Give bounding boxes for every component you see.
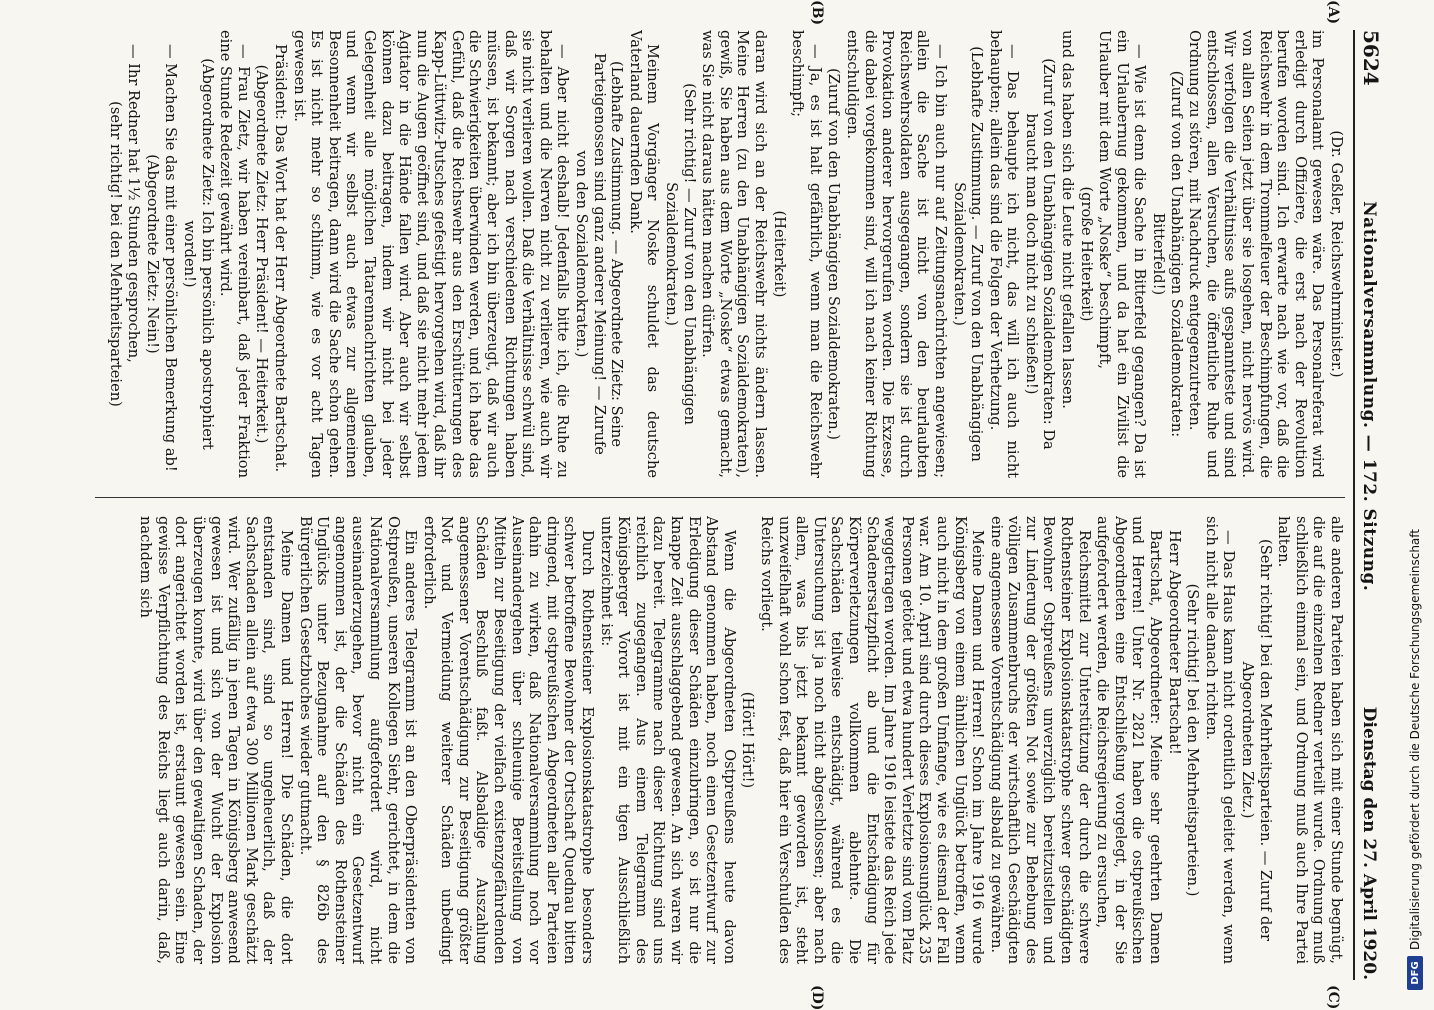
- paragraph: — Das Haus kann nicht ordentlich geleitet werden, wenn sich nicht alle danach richten.: [1202, 516, 1238, 964]
- paragraph: — Das behaupte ich nicht, das will ich auch nicht behaupten; allein das sind die Folgen der Verhetzung.: [986, 30, 1022, 478]
- interjection: (Lebhafte Zustimmung. — Abgeordnete Zietz: Seine Parteigenossen sind ganz anderer Meinung! — Zurufe von den Sozialdemokraten.): [573, 53, 626, 455]
- interjection: (Zuruf von den Unabhängigen Sozialdemokraten: Da braucht man doch nicht zu schießen!): [1022, 58, 1058, 450]
- paragraph: im Personalamt gewesen wäre. Das Personalreferat wird erledigt durch Offiziere, die erst nach der Revolution berufen worden sind. Ich erwarte nach wie vor, daß die Reichswehr in dem Trommelfeuer der Beschimpfungen, die von allen Seiten jetzt über sie losgehen, nicht nervös wird. Wir verfolgen die Verhältnisse aufs gespannteste und sind entschlossen, allen Versuchen, die öffentliche Ruhe und Ordnung zu stören, mit Nachdruck entgegenzutreten.: [1186, 30, 1327, 478]
- paragraph: — Frau Zietz, wir haben vereinbart, daß jeder Fraktion eine Stunde Redezeit gewährt wird.: [217, 30, 252, 478]
- paragraph: Präsident: Das Wort hat der Herr Abgeordnete Bartschat.: [271, 44, 289, 473]
- column-divider: [95, 497, 1345, 498]
- paragraph: daran wird sich an der Reichswehr nichts ändern lassen. Meine Herren (zu den Unabhängigen Sozialdemokraten), gewiß, Sie haben aus dem Worte „Noske“ etwas gemacht, was Sie nicht daraus hätten machen dürfen.: [699, 30, 769, 478]
- paragraph: Ein anderes Telegramm ist an den Oberpräsidenten von Ostpreußen, unseren Kollegen Siehr, gerichtet, in dem die Nationalversammlung aufgefordert wird, nicht auseinanderzugehen, bevor nicht ein Gesetzentwurf angenommen ist, der die Schäden des Rothensteiner Unglücks unter Bezugnahme auf den § 826b des Bürgerlichen Gesetzbuches wieder gutmacht.: [296, 516, 420, 964]
- paragraph: — Aber nicht deshalb! Jedenfalls bitte ich, die Ruhe zu behalten und die Nerven nicht zu verlieren, wie auch wir sie nicht verlieren wollen. Daß die Verhältnisse schwül sind, daß wir Sorgen nach verschiedenen Richtungen haben müssen, ist bekannt; aber ich bin überzeugt, daß wir auch die Schwierigkeiten überwinden werden, und ich habe das Gefühl, daß die Reichswehr aus den Erschütterungen des Kapp-Lüttwitz-Putsches gefestigt hervorgehen wird, daß ihr nun die Augen geöffnet sind, und daß sie nicht mehr jedem Agitator in die Hände fallen wird. Aber auch wir selbst können dazu beitragen, indem wir nicht bei jeder Gelegenheit alle möglichen Tatarennachrichten glauben, und wenn wir selbst auch etwas zur allgemeinen Besonnenheit beitragen, dann wird die Sache schon gehen. Es ist nicht mehr so schlimm, wie es vor acht Tagen gewesen ist.: [290, 30, 572, 478]
- interjection: (Hört! Hört!): [739, 691, 757, 789]
- paragraph: — Wie ist denn die Sache in Bitterfeld gegangen? Da ist ein Urlaubernug gekommen, und da hat ein Zivilist die Urlauber mit dem Worte „Noske“ beschimpft,: [1096, 30, 1149, 478]
- paragraph: Meinem Vorgänger Noske schuldet das deutsche Vaterland dauernden Dank.: [626, 30, 662, 478]
- margin-marker-c: (C): [1325, 985, 1341, 1010]
- right-column: [95, 516, 1345, 964]
- footer-credit: [1404, 0, 1426, 990]
- page-header: [1359, 30, 1385, 980]
- interjection: (sehr richtig! bei den Mehrheitsparteien): [106, 101, 124, 407]
- session-date: Dienstag den 27. April 1920.: [1359, 706, 1379, 980]
- margin-marker-a: (A): [1325, 0, 1341, 25]
- page-number: 5624: [1359, 30, 1383, 86]
- paragraph: — Ihr Redner hat 1½ Stunden gesprochen,: [125, 44, 143, 363]
- footer-text: Digitalisierung gefördert durch die Deutsche Forschungsgemeinschaft: [1408, 528, 1422, 950]
- interjection: (Abgeordnete Zietz: Herr Präsident! — Heiterkeit.): [253, 64, 271, 444]
- left-column: [95, 30, 1345, 478]
- interjection: (Sehr richtig! — Zuruf von den Unabhängigen Sozialdemokraten.): [663, 83, 698, 425]
- paragraph: Meine Damen und Herren! Schon im Jahre 1916 wurde Königsberg von einem ähnlichen Unglück betroffen, wenn auch nicht in dem großen Umfange, wie es diesmal der Fall war. Am 10. April sind durch dieses Explosionsunglück 235 Personen getötet und etwa hundert Verletzte sind vom Platz weggetragen worden. Im Jahre 1916 leistete das Reich jede Schadenersatzpflicht ab und die Entschädigung für Körperverletzungen vollkommen ablehnte. Die Sachschäden teilweise entschädigt, während es die Untersuchung ist ja noch nicht abgeschlossen; aber nach allem, was bis jetzt bekannt geworden ist, steht unzweifelhaft wohl schon fest, daß hier ein Verschulden des Reichs vorliegt.: [758, 516, 987, 964]
- paragraph: Bartschat, Abgeordneter: Meine sehr geehrten Damen und Herren! Unter Nr. 2821 haben die ostpreußischen Abgeordneten eine Entschließung vorgelegt, in der Sie aufgefordert werden, die Reichsregierung zu ersuchen,: [1094, 516, 1165, 964]
- paragraph: Herr Abgeordneter Bartschat!: [1165, 530, 1183, 755]
- interjection: (große Heiterkeit): [1077, 186, 1095, 322]
- page-title: Nationalversammlung. — 172. Sitzung.: [1359, 201, 1379, 592]
- paragraph: — Ja, es ist halt gefährlich, wenn man die Reichswehr beschimpft;: [789, 30, 824, 478]
- paragraph: — Machen Sie das mit einer persönlichen Bemerkung ab!: [162, 44, 180, 472]
- interjection: (Abgeordnete Zietz: Nein!): [143, 154, 161, 354]
- paragraph: Meine Damen und Herren! Die Schäden, die dort entstanden sind, sind so ungeheuerlich, daß der Sachschaden allein auf etwa 300 Millionen Mark geschätzt wird. Wer zufällig in jenen Tagen in Königsberg anwesend gewesen ist und sich von der Wucht der Explosion überzeugen konnte, wird über den gewaltigen Schaden, der dort angerichtet worden ist, erstaunt gewesen sein. Eine gewisse Verpflichtung des Reichs liegt auch darin, daß, nachdem sich: [137, 516, 295, 964]
- dfg-logo-icon: DFG: [1407, 956, 1423, 990]
- interjection: (Zuruf von den Unabhängigen Sozialdemokraten.): [825, 68, 843, 440]
- document-page: [85, 0, 1385, 1010]
- interjection: (Abgeordnete Zietz: Ich bin persönlich apostrophiert worden!): [181, 58, 216, 450]
- paragraph: — Ich bin auch nur auf Zeitungsnachrichten angewiesen; allein die Sache ist nicht von den beurlaubten Reichswehrsoldaten ausgegangen, sondern sie ist durch Provokation anderer hervorgerufen worden. Die Exzesse, die dabei vorgekommen sind, will ich nach keiner Richtung entschuldigen.: [843, 30, 949, 478]
- interjection: (Heiterkeit): [770, 210, 788, 298]
- interjection: (Sehr richtig! bei den Mehrheitsparteien.): [1184, 583, 1202, 897]
- margin-marker-d: (D): [809, 985, 825, 1010]
- interjection: (Zuruf von den Unabhängigen Sozialdemokraten: Bitterfeld!): [1150, 70, 1185, 438]
- header-rule: [1353, 30, 1355, 980]
- interjection: (Sehr richtig! bei den Mehrheitsparteien. — Zuruf der Abgeordneten Zietz.): [1239, 539, 1274, 941]
- interjection: (Dr. Geßler, Reichswehrminister.): [1328, 130, 1345, 378]
- paragraph: alle anderen Parteien haben sich mit einer Stunde begnügt, die auf die einzelnen Redner verteilt wurde. Ordnung muß schließlich einmal sein, und Ordnung muß auch Ihre Partei halten.: [1275, 516, 1345, 964]
- paragraph: Wenn die Abgeordneten Ostpreußens heute davon Abstand genommen haben, noch einen Gesetzentwurf zur Erledigung dieser Schäden einzubringen, so ist nur die knappe Zeit ausschlaggebend gewesen. An sich waren wir dazu bereit. Telegramme nach dieser Richtung sind uns reichlich zugegangen. Aus einem Telegramm des Königsberger Vorort ist mit ein tigen Ausschließlich unterzeichnet ist:: [597, 516, 738, 964]
- paragraph: Durch Rothensteiner Explosionskatastrophe besonders schwer betroffene Bewohner der Ortschaft Quednau bitten dringend, mit ostpreußischen Abgeordneten aller Parteien dahin zu wirken, daß Nationalversammlung noch vor Auseinandergehen über schleunige Bereitstellung von Mitteln zur Beseitigung der vielfach existenzgefährdenden Schäden Beschluß faßt. Alsbaldige Auszahlung angemessener Vorentschädigung zur Beseitigung größter Not und Vermeidung weiterer Schäden unbedingt erforderlich.: [420, 516, 597, 964]
- paragraph: Reichsmittel zur Unterstützung der durch die schwere Rothensteiner Explosionskatastrophe schwer geschädigten Bewohner Ostpreußens unverzüglich bereitzustellen und zur Linderung der größten Not sowie zur Behebung des völligen Zusammenbruchs der wirtschaftlich Geschädigten eine angemessene Vorentschädigung alsbald zu gewähren.: [987, 516, 1093, 964]
- margin-marker-b: (B): [809, 0, 825, 26]
- paragraph: und das haben sich die Leute nicht gefallen lassen.: [1059, 30, 1077, 409]
- interjection: (Lebhafte Zustimmung. — Zuruf von den Unabhängigen Sozialdemokraten.): [950, 46, 986, 462]
